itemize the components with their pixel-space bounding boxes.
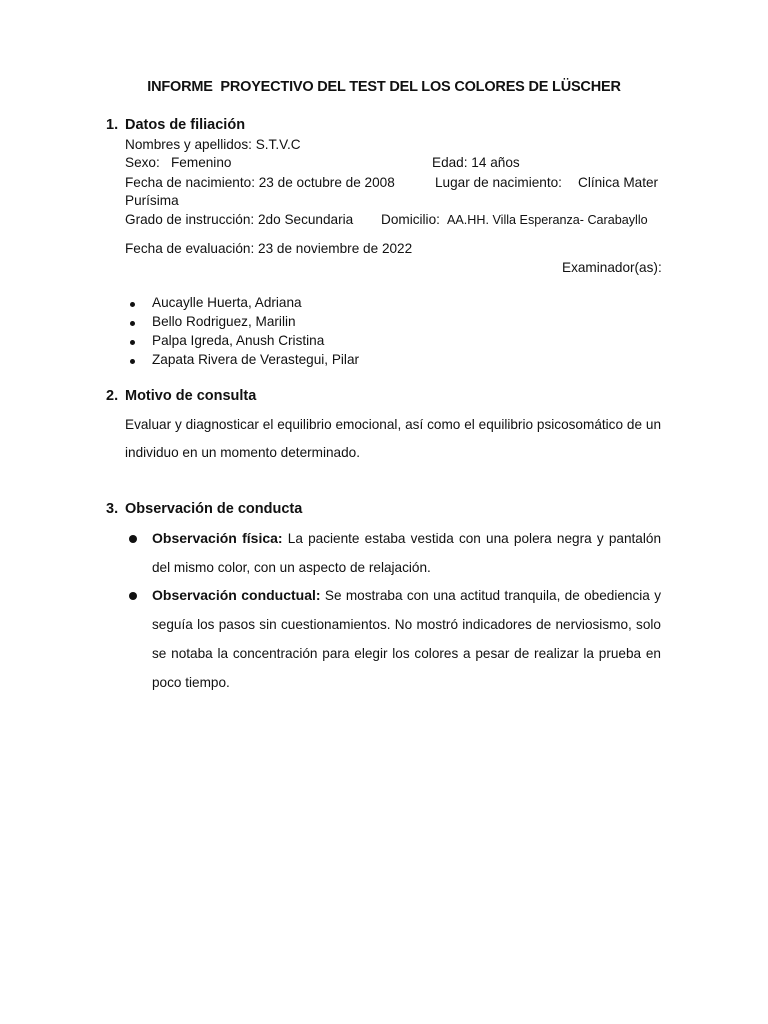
bullet-icon <box>130 302 135 307</box>
section-1-heading <box>106 117 245 133</box>
fecha-nacimiento-line: Fecha de nacimiento: 23 de octubre de 2008 <box>125 175 395 190</box>
observacion-fisica-item <box>152 524 661 582</box>
section-3-title: Observación de conducta <box>125 501 303 517</box>
section-1-number: 1. <box>106 117 119 133</box>
observacion-conductual-text: Se mostraba con una actitud tranquila, de obediencia y seguía los pasos sin cuestionamientos. No mostró indicadores de nerviosismo, solo se notaba la concentración para elegir los colores a pesar de realizar la prueba en poco tiempo. <box>152 588 661 690</box>
lugar-nacimiento-label: Lugar de nacimiento: <box>435 175 562 190</box>
sexo-value: Femenino <box>171 155 232 170</box>
observacion-conductual-label: Observación conductual: <box>152 587 321 603</box>
bullet-icon <box>129 535 137 543</box>
section-3-number: 3. <box>106 501 119 517</box>
edad-line: Edad: 14 años <box>432 155 520 170</box>
motivo-consulta-text: Evaluar y diagnosticar el equilibrio emocional, así como el equilibrio psicosomático de un individuo en un momento determinado. <box>125 417 661 460</box>
nombres-line: Nombres y apellidos: S.T.V.C <box>125 137 301 152</box>
fecha-evaluacion-line: Fecha de evaluación: 23 de noviembre de 2022 <box>125 241 413 256</box>
examinador-item: Aucaylle Huerta, Adriana <box>152 295 302 310</box>
section-2-title: Motivo de consulta <box>125 388 257 404</box>
examinador-label: Examinador(as): <box>562 260 662 275</box>
observacion-fisica-label: Observación física: <box>152 530 283 546</box>
lugar-nacimiento-value: Clínica Mater <box>578 175 659 190</box>
section-3-heading <box>106 501 302 517</box>
section-2-number: 2. <box>106 388 119 404</box>
examinador-item: Palpa Igreda, Anush Cristina <box>152 333 325 348</box>
domicilio-value: AA.HH. Villa Esperanza- Carabayllo <box>447 213 648 227</box>
report-title: INFORME PROYECTIVO DEL TEST DEL LOS COLORES DE LÜSCHER <box>147 79 621 95</box>
bullet-icon <box>130 321 135 326</box>
bullet-icon <box>130 340 135 345</box>
examinador-item: Bello Rodriguez, Marilin <box>152 314 296 329</box>
bullet-icon <box>129 592 137 600</box>
section-2-heading <box>106 388 256 404</box>
sexo-label: Sexo: <box>125 155 160 170</box>
section-1-title: Datos de filiación <box>125 117 246 133</box>
domicilio-label: Domicilio: <box>381 212 440 227</box>
observacion-fisica-text: La paciente estaba vestida con una polera negra y pantalón del mismo color, con un aspecto de relajación. <box>152 531 662 575</box>
lugar-nacimiento-continuation: Purísima <box>125 193 179 208</box>
grado-instruccion-line: Grado de instrucción: 2do Secundaria <box>125 212 354 227</box>
bullet-icon <box>130 359 135 364</box>
observacion-conductual-item <box>152 581 661 697</box>
examinador-item: Zapata Rivera de Verastegui, Pilar <box>152 352 360 367</box>
